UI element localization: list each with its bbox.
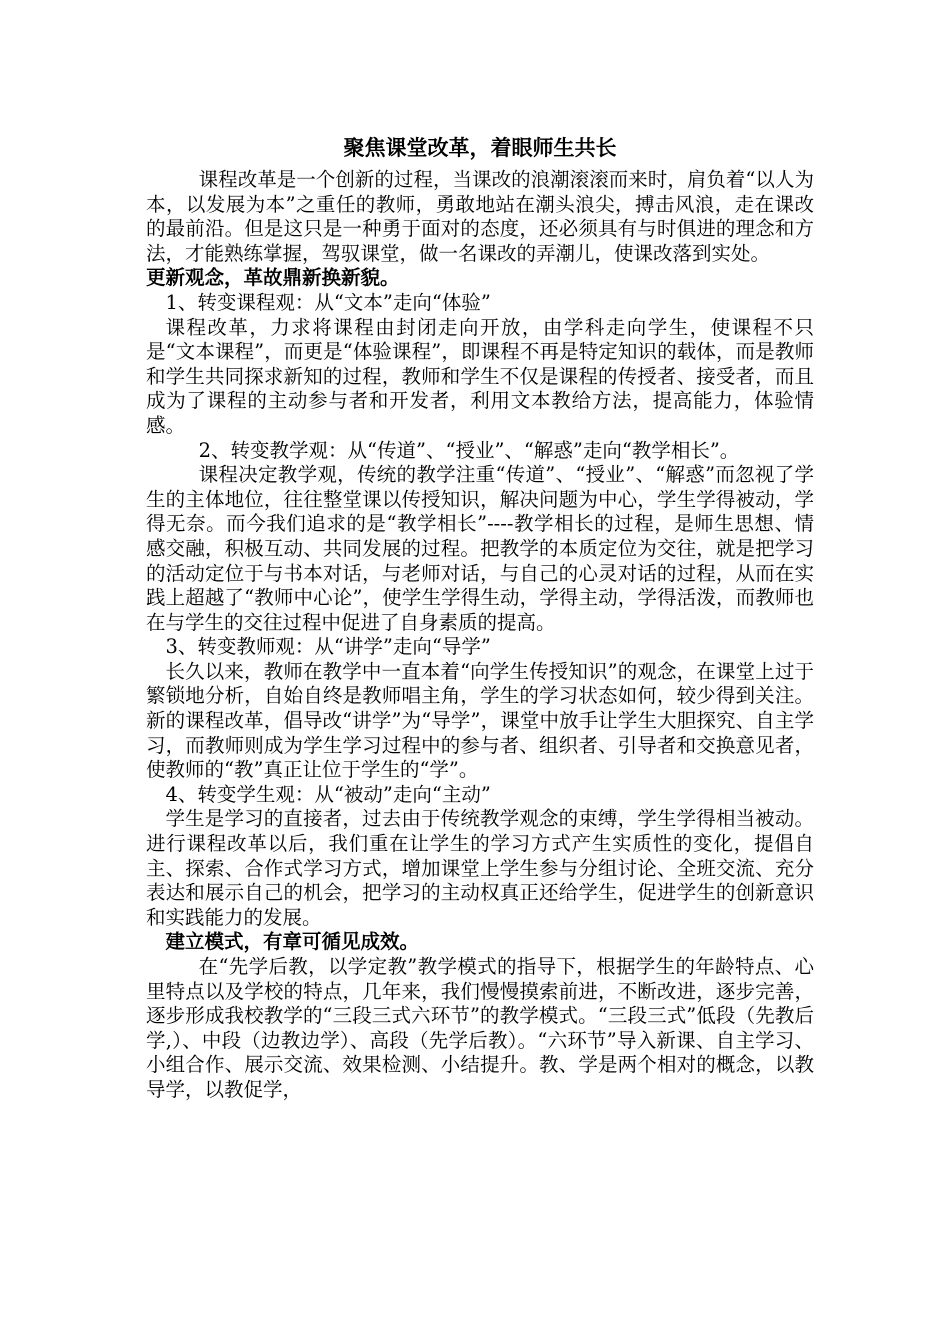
section-heading-2: 建立模式，有章可循见成效。 xyxy=(165,930,420,954)
section-2-body: 在“先学后教，以学定教”教学模式的指导下，根据学生的年龄特点、心里特点以及学校的特点，几年来，我们慢慢摸索前进，不断改进，逐步完善，逐步形成我校教学的“三段三式六环节”的教学模式。“三段三式”低段（先教后学,）、中段（边教边学）、高段（先学后教）。“六环节”导入新课、自主学习、小组合作、展示交流、效果检测、小结提升。教、学是两个相对的概念，以教导学，以教促学， xyxy=(146,955,814,1101)
item-4-body: 学生是学习的直接者，过去由于传统教学观念的束缚，学生学得相当被动。进行课程改革以后，我们重在让学生的学习方式产生实质性的变化，提倡自主、探索、合作式学习方式，增加课堂上学生参与分组讨论、全班交流、充分表达和展示自己的机会，把学习的主动权真正还给学生，促进学生的创新意识和实践能力的发展。 xyxy=(146,807,814,929)
item-3-body: 长久以来，教师在教学中一直本着“向学生传授知识”的观念，在课堂上过于繁锁地分析，自始自终是教师唱主角，学生的学习状态如何，较少得到关注。新的课程改革，倡导改“讲学”为“导学”，课堂中放手让学生大胆探究、自主学习，而教师则成为学生学习过程中的参与者、组织者、引导者和交换意见者，使教师的“教”真正让位于学生的“学”。 xyxy=(146,659,814,782)
item-3-title: 3、转变教师观：从“讲学”走向“导学” xyxy=(165,635,491,659)
intro-paragraph: 课程改革是一个创新的过程，当课改的浪潮滚滚而来时，肩负着“以人为本，以发展为本”之重任的教师，勇敢地站在潮头浪尖，搏击风浪，走在课改的最前沿。但是这只是一种勇于面对的态度，还必须具有与时俱进的理念和方法，才能熟练掌握，驾驭课堂，做一名课改的弄潮儿，使课改落到实处。 xyxy=(146,168,814,265)
item-1-body: 课程改革，力求将课程由封闭走向开放，由学科走向学生，使课程不只是“文本课程”，而更是“体验课程”，即课程不再是特定知识的载体，而是教师和学生共同探求新知的过程，教师和学生不仅是课程的传授者、接受者，而且成为了课程的主动参与者和开发者，利用文本教给方法，提高能力，体验情感。 xyxy=(146,315,814,437)
document-title: 聚焦课堂改革，着眼师生共长 xyxy=(343,135,617,160)
document-page xyxy=(146,124,814,1324)
item-1-title: 1、转变课程观：从“文本”走向“体验” xyxy=(165,290,491,314)
item-2-body: 课程决定教学观，传统的教学注重“传道”、“授业”、“解惑”而忽视了学生的主体地位，往往整堂课以传授知识，解决问题为中心，学生学得被动，学得无奈。而今我们追求的是“教学相长”----教学相长的过程，是师生思想、情感交融，积极互动、共同发展的过程。把教学的本质定位为交往，就是把学习的活动定位于与书本对话，与老师对话，与自己的心灵对话的过程，从而在实践上超越了“教师中心论”，使学生学得生动，学得主动，学得活泼，而教师也在与学生的交往过程中促进了自身素质的提高。 xyxy=(146,463,814,634)
item-2-title: 2、转变教学观：从“传道”、“授业”、“解惑”走向“教学相长”。 xyxy=(198,438,740,462)
item-4-title: 4、转变学生观：从“被动”走向“主动” xyxy=(165,782,491,806)
section-heading-1: 更新观念，革故鼎新换新貌。 xyxy=(146,266,400,290)
